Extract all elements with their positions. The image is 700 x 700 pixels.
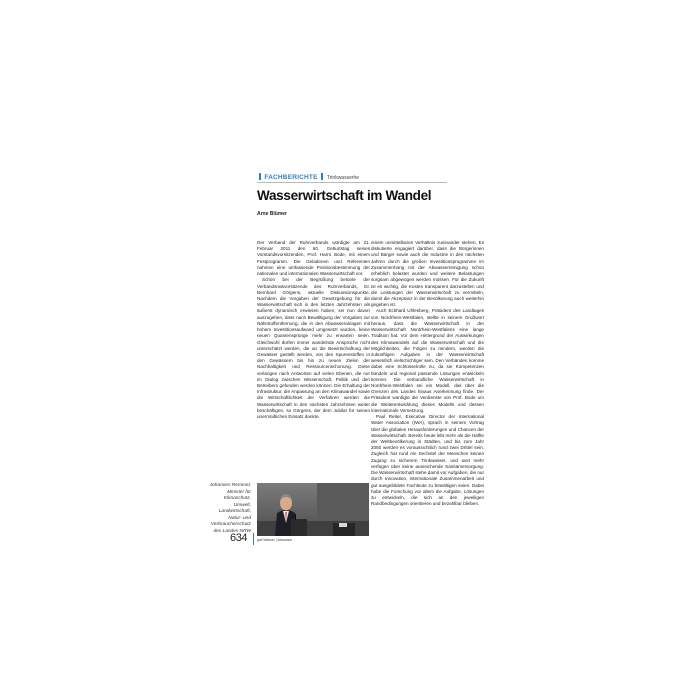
speaker-photo xyxy=(257,483,369,536)
header-rule xyxy=(257,182,447,183)
page-number: 634 xyxy=(230,532,248,544)
text-column-left xyxy=(257,240,370,480)
speaker-illustration xyxy=(257,483,369,536)
folio-separator xyxy=(253,533,254,545)
journal-name: gwf-Wasser | Abwasser xyxy=(257,537,293,542)
paragraph: Schon bei der Begrüßung betonte der Verbandsratsvorsitzende des Ruhrverbands, Dr. Bernhard Görgens, aktuelle Diskussionspunkte. Nachdem die Vorgaben der Gesetzgebung für die Wasserwirtschaft sich in den letzten Jahrzehnten als äußerst dynamisch erwiesen haben, sei nun davon auszugehen, dass nach Bewältigung der Vorgaben zur Nährstoffentfernung, die in den Abwasseranlagen mit hohem Investitionsaufwand umgesetzt wurden, keine neuen Quantensprünge mehr zu erwarten seien. Gleichwohl dürfen immer wandelnde Ansprüche nicht unterschätzt werden, die an die Bewirtschaftung der Gewässer gestellt werden, von den Spurenstoffen in den Gewässern bis hin zu neuen Zielen der Nachhaltigkeit und Ressourcenschonung. Diese verlangen nach Antworten auf vielen Ebenen, die nur im Dialog zwischen Wissenschaft, Politik und den Betreibern gefunden werden können. Die Erhaltung der Infrastruktur, die Anpassung an den Klimawandel sowie die Wirtschaftlichkeit der Verfahren werden die Wasserwirtschaft in den nächsten Jahrzehnten weiter beschäftigen, so Görgens, der dem Jubilar für seinen unermüdlichen Einsatz dankte. xyxy=(257,277,370,420)
paragraph: Auch Eckhard Uhlenberg, Präsident des Landtages von Nordrhein-Westfalen, stellte in seinem Grußwort heraus, dass die Wasserwirtschaft in der Wasserwirtschaft Nordrhein-Westfalens eine lange Tradition hat. Vor dem Hintergrund der Auswirkungen des Klimawandels auf die Wasserwirtschaft und die Möglichkeiten, die Folgen zu mindern, werden die zukünftigen Aufgaben in der Wasserwirtschaft wesentlich vielschichtiger sein. Den Verbänden komme dabei eine Schlüsselrolle zu, da sie Kompetenzen bündeln und regional passende Lösungen entwickeln können. Die verbandliche Wasserwirtschaft in Nordrhein-Westfalen sei ein Modell, das über die Grenzen des Landes hinaus Anerkennung finde. Der Präsident würdigte die Verdienste von Prof. Bode um die Weiterentwicklung dieses Modells und dessen internationale Vernetzung. xyxy=(371,308,484,413)
paragraph: einem unmittelbaren Verhältnis zueinander stehen. Es diskutierte engagiert darüber, dass die Bürgerinnen und Bürger sowie auch die Industrie in den nächsten Jahren durch die großen Investitionsprogramme im Zusammenhang mit der Abwasserreinigung schon erheblich belastet wurden und weitere Belastungen sorgsam abgewogen werden müssen. Für die Zukunft ist es wichtig, die Kosten transparent darzustellen und die Leistungen der Wasserwirtschaft zu vermitteln, damit die Akzeptanz in der Bevölkerung auch weiterhin gegeben ist. xyxy=(371,240,484,308)
subsection-label: Trinkwasserhe xyxy=(326,175,360,181)
photo-caption: Johannes Remmel, Minister für Klimaschutz, Umwelt, Landwirtschaft, Natur- und Verbraucherschutz des Landes NRW xyxy=(209,483,251,534)
article-title: Wasserwirtschaft im Wandel xyxy=(257,188,432,203)
text-column-right xyxy=(371,240,484,558)
issue-date: Juni 2011 xyxy=(257,533,272,537)
article-author: Arne Blümer xyxy=(257,211,288,217)
section-bar xyxy=(259,173,261,180)
section-header xyxy=(257,173,447,182)
issue-info xyxy=(257,533,292,542)
paragraph: Der Verband der Ruhrverbands würdigte am 21. Februar 2011 den 60. Geburtstag seines Vorstandsvorsitzenden, Prof. Harro Bode, mit einem Festprogramm. Die Geladenen und Referenten nahmen eine umfassende Positionsbestimmung der nationalen und internationalen Wasserwirtschaft vor. xyxy=(257,240,370,277)
section-label: FACHBERICHTE xyxy=(264,174,318,181)
paragraph: Paul Reiter, Executive Director der International Water Association (IWA), sprach in seinem Vortrag über die globalen Herausforderungen und Chancen der Wasserwirtschaft. Bereits heute lebt mehr als die Hälfte der Weltbevölkerung in Städten, und bis zum Jahr 2050 werden es voraussichtlich rund zwei Drittel sein. Zugleich hat rund ein Sechstel der Menschen keinen Zugang zu sicherem Trinkwasser, und weit mehr verfügen über keine ausreichende Sanitärversorgung. Die Wasserwirtschaft stehe damit vor Aufgaben, die nur durch Innovation, internationale Zusammenarbeit und gut ausgebildete Fachleute zu bewältigen seien. Dabei habe die Forschung vor allem die Aufgabe, Lösungen zu entwickeln, die sich an den jeweiligen Randbedingungen orientieren und bezahlbar bleiben. xyxy=(371,414,484,507)
section-separator xyxy=(321,173,323,180)
